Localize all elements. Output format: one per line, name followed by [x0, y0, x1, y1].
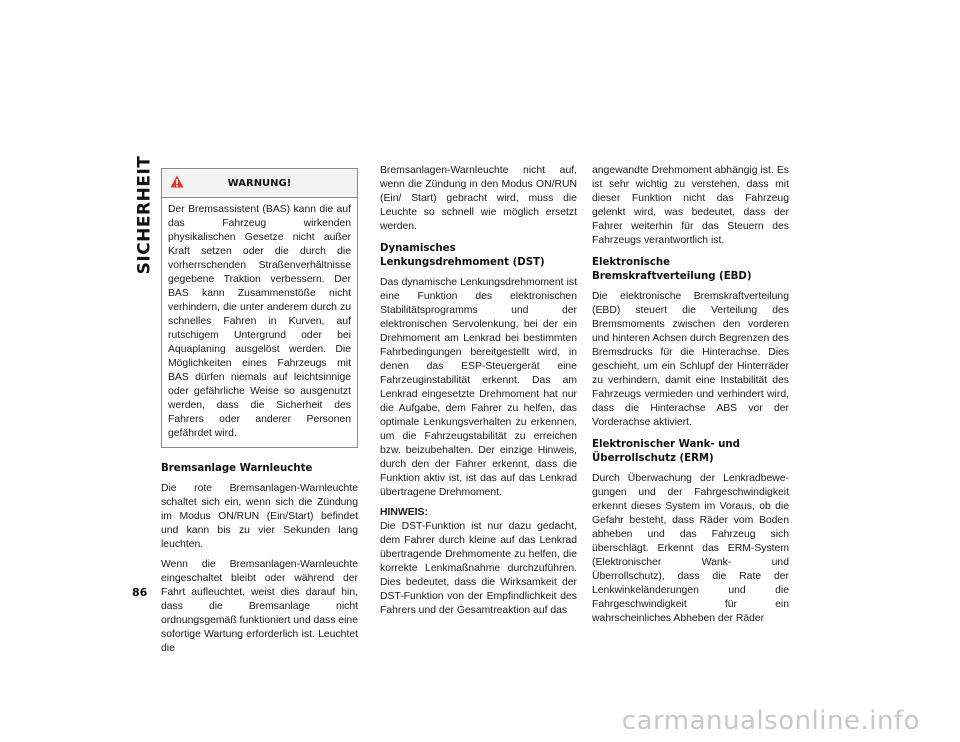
warning-header — [162, 169, 357, 198]
column-3 — [592, 164, 789, 632]
paragraph: Durch Überwachung der Lenkradbewegungen und der Fahrgeschwindigkeit erkennt dieses System im Voraus, ob die Gefahr besteht, dass Räder vom Boden abheben und das Fahrzeug sich überschlägt. Erkennt das ERM-System (Elektronischer Wank- und Überrollschutz), dass die Rate der Lenkwinkeländerungen und die Fahrgeschwindigkeit für ein wahrscheinliches Abheben der Räder — [592, 473, 789, 624]
column-1 — [161, 168, 358, 662]
paragraph: angewandte Drehmoment abhängig ist. Es ist sehr wichtig zu verstehen, dass mit dieser Funktion nicht das Fahrzeug gelenkt wird, was bedeutet, dass der Fahrer weiterhin für das Steuern des Fahrzeugs verantwortlich ist. — [592, 165, 789, 246]
warning-box — [161, 168, 358, 448]
section-title: SICHERHEIT — [134, 155, 154, 275]
warning-text: Der Bremsassistent (BAS) kann die auf das Fahrzeug wirkenden physikalischen Gesetze nicht außer Kraft setzen oder die durch die vorherrschenden Straßenverhältnisse gegebene Traktion verbessern. Der BAS kann Zusammenstöße nicht verhindern, die unter anderem durch zu schnelles Fahren in Kurven, auf rutschigem Untergrund oder bei Aquaplaning ausgelöst werden. Die Möglichkeiten eines Fahrzeugs mit BAS dürfen niemals auf leichtsinnige oder gefährliche Weise so ausgenutzt werden, dass die Sicherheit des Fahrers oder anderer Personen gefährdet wird. — [168, 204, 351, 439]
paragraph: Das dynamische Lenkungsdrehmoment ist eine Funktion des elektronischen Stabilitätsprogramms und der elektronischen Servolenkung, bei der ein Drehmoment am Lenkrad bei bestimmten Fahrbedingungen bereitgestellt wird, in denen das ESP-Steuergerät eine Fahrzeuginstabilität erkennt. Das am Lenkrad eingesetzte Drehmoment hat nur die Aufgabe, dem Fahrer zu helfen, das optimale Lenkungsverhalten zu erkennen, um die Fahrzeugstabilität zu erreichen bzw. beizubehalten. Der einzige Hinweis, durch den der Fahrer erkennt, dass die Funktion aktiv ist, ist das auf das Lenkrad übertragene Drehmoment. — [380, 277, 577, 498]
heading-brake-warning-light: Bremsanlage Warnleuchte — [161, 463, 313, 474]
paragraph: Wenn die Bremsanlagen-Warnleuchte eingeschaltet bleibt oder während der Fahrt aufleuchtet, weist dies darauf hin, dass die Bremsanlage nicht ordnungsgemäß funktioniert und dass eine sofortige Wartung erforderlich ist. Leuchtet die — [161, 559, 358, 654]
note — [380, 506, 577, 618]
note-text: Die DST-Funktion ist nur dazu gedacht, dem Fahrer durch kleine auf das Lenkrad übertragende Drehmomente zu helfen, die korrekte Lenkmaßnahme durchzuführen. Dies bedeutet, dass die Wirksamkeit der DST-Funktion von der Empfindlichkeit des Fahrers und der Gesamtreaktion auf das — [380, 521, 577, 616]
paragraph: Die elektronische Bremskraftverteilung (EBD) steuert die Verteilung des Bremsmoments zwischen den vorderen und hinteren Achsen durch Begrenzen des Bremsdrucks für die Hinterachse. Dies geschieht, um ein Schlupf der Hinterräder zu verhindern, damit eine Instabilität des Fahrzeugs vermieden und verhindert wird, dass die Hinterachse ABS vor der Vorderachse aktiviert. — [592, 291, 789, 428]
watermark: carmanualsonline.info — [621, 706, 920, 736]
heading-erm: Elektronischer Wank- und Überrollschutz (ERM) — [592, 439, 740, 464]
heading-dst: Dynamisches Lenkungsdrehmoment (DST) — [380, 243, 545, 268]
heading-ebd: Elektronische Bremskraftverteilung (EBD) — [592, 257, 752, 282]
note-label: HINWEIS: — [380, 507, 428, 518]
column-2 — [380, 164, 577, 624]
warning-title: WARNUNG! — [227, 178, 292, 189]
paragraph: Die rote Bremsanlagen-Warnleuchte schaltet sich ein, wenn sich die Zündung im Modus ON/RUN (Ein/Start) befindet und kann bis zu vier Sekunden lang leuchten. — [161, 483, 358, 550]
section-tab — [134, 155, 154, 275]
page-number: 86 — [132, 586, 148, 599]
paragraph: Bremsanlagen-Warnleuchte nicht auf, wenn die Zündung in den Modus ON/RUN (Ein/ Start) gebracht wird, muss die Leuchte so schnell wie möglich ersetzt werden. — [380, 165, 577, 232]
